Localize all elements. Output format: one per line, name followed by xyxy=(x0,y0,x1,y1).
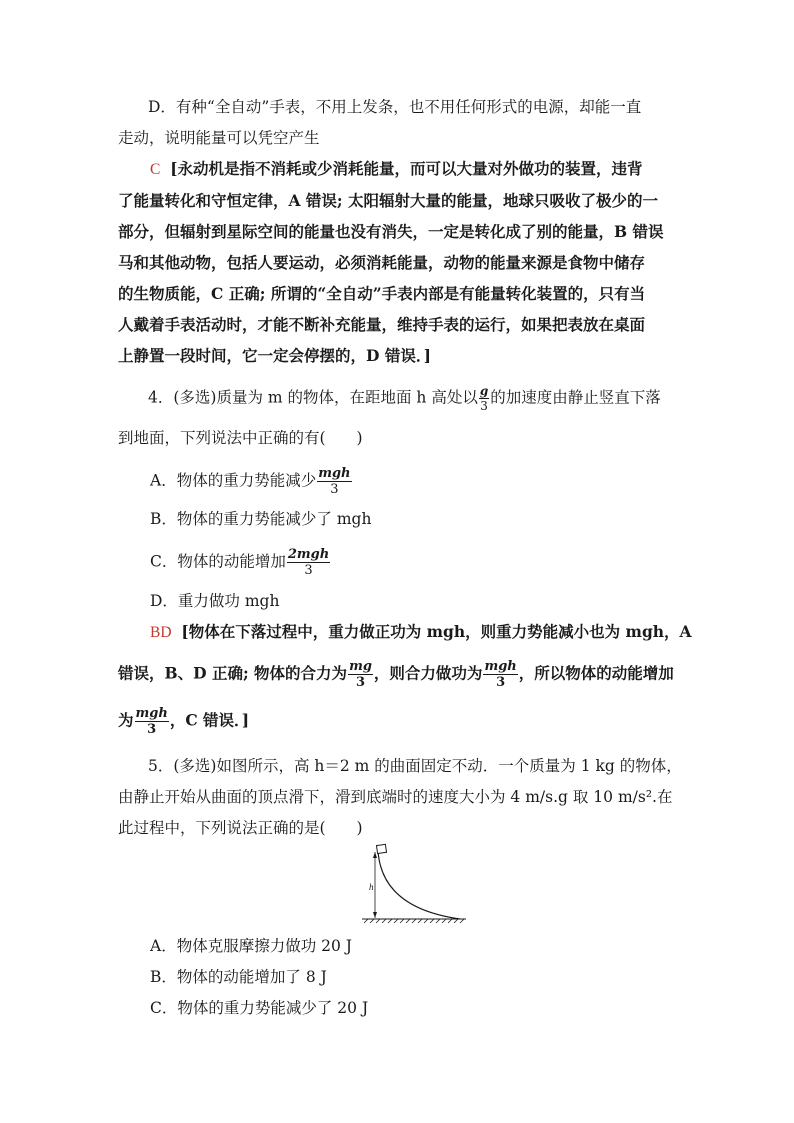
q4-expl-f1-num: mg xyxy=(349,659,372,674)
q3-option-d-line2: 走动，说明能量可以凭空产生 xyxy=(118,129,320,147)
q3-explanation-line1 xyxy=(150,159,643,180)
q4-expl-2c: ，所以物体的动能增加 xyxy=(518,663,674,683)
q4-expl-2b: ，则合力做功为 xyxy=(373,663,483,683)
q4-option-a-num: mgh xyxy=(318,466,351,481)
q4-explanation-line3 xyxy=(118,706,249,737)
q4-expl-f2-den: 3 xyxy=(496,675,506,690)
q4-expl-f3-num: mgh xyxy=(135,706,168,721)
q3-explanation-text1: [永动机是指不消耗或少消耗能量，而可以大量对外做功的装置，违背 xyxy=(170,159,643,178)
q4-expl-fraction2 xyxy=(483,659,517,690)
q3-option-d-line1: D．有种“全自动”手表，不用上发条，也不用任何形式的电源，却能一直 xyxy=(148,98,642,116)
q4-option-d: D．重力做功 mgh xyxy=(150,592,280,610)
q4-option-c xyxy=(150,547,331,578)
q3-explanation-line6: 人戴着手表活动时，才能不断补充能量，维持手表的运行，如果把表放在桌面 xyxy=(118,315,646,334)
q4-expl-3b: ，C 错误．] xyxy=(169,710,250,730)
q4-expl-f2-num: mgh xyxy=(484,659,517,674)
q5-stem-line1: 5．(多选)如图所示，高 h＝2 m 的曲面固定不动．一个质量为 1 kg 的物体， xyxy=(148,757,682,775)
q3-explanation-line2: 了能量转化和守恒定律，A 错误; 太阳辐射大量的能量，地球只吸收了极少的一 xyxy=(118,191,659,210)
q5-option-c: C．物体的重力势能减少了 20 J xyxy=(150,999,369,1017)
q4-stem-a: 4．(多选)质量为 m 的物体，在距地面 h 高处以 xyxy=(148,388,478,407)
q5-stem-line2: 由静止开始从曲面的顶点滑下，滑到底端时的速度大小为 4 m/s.g 取 10 m/s².在 xyxy=(118,788,673,806)
q4-option-a-den: 3 xyxy=(330,482,339,497)
curved-surface-figure xyxy=(356,842,470,928)
q5-stem-line3: 此过程中，下列说法正确的是( ) xyxy=(118,819,363,837)
q3-explanation-line3: 部分，但辐射到星际空间的能量也没有消失，一定是转化成了别的能量，B 错误 xyxy=(118,222,664,241)
q4-expl-2a: 错误，B、D 正确; 物体的合力为 xyxy=(118,663,348,683)
figure-height-label: h xyxy=(369,882,374,892)
q4-stem-b: 的加速度由静止竖直下落 xyxy=(490,388,661,407)
q3-explanation-line4: 马和其他动物，包括人要运动，必须消耗能量，动物的能量来源是食物中储存 xyxy=(118,253,646,272)
q4-option-a xyxy=(150,466,353,497)
q4-option-c-den: 3 xyxy=(304,563,313,578)
q4-option-c-text: C．物体的动能增加 xyxy=(150,552,286,571)
q4-option-a-text: A．物体的重力势能减少 xyxy=(150,471,317,490)
q3-explanation-line7: 上静置一段时间，它一定会停摆的，D 错误．] xyxy=(118,346,431,365)
q5-option-b: B．物体的动能增加了 8 J xyxy=(150,968,327,986)
q4-stem-fraction xyxy=(479,384,489,413)
q4-expl-fraction1 xyxy=(348,659,373,690)
q4-stem-line1 xyxy=(148,384,661,413)
q3-explanation-line5: 的生物质能，C 正确; 所谓的“全自动”手表内部是有能量转化装置的，只有当 xyxy=(118,284,646,303)
q4-option-c-fraction xyxy=(287,547,330,578)
q4-option-c-num: 2mgh xyxy=(287,547,330,562)
q4-expl-f3-den: 3 xyxy=(147,722,157,737)
q4-option-a-fraction xyxy=(317,466,351,497)
q4-explanation-line1 xyxy=(150,622,692,643)
q4-expl-3a: 为 xyxy=(118,710,134,730)
q3-answer: C xyxy=(150,161,161,178)
q4-expl-f1-den: 3 xyxy=(355,675,366,690)
q4-explanation-text1: [物体在下落过程中，重力做正功为 mgh，则重力势能减小也为 mgh，A xyxy=(181,622,692,641)
q4-stem-frac-den: 3 xyxy=(480,399,488,413)
q4-option-b: B．物体的重力势能减少了 mgh xyxy=(150,510,372,528)
q4-answer: BD xyxy=(150,624,172,641)
q4-stem-line2: 到地面，下列说法中正确的有( ) xyxy=(118,429,363,447)
q4-expl-fraction3 xyxy=(135,706,169,737)
q4-stem-frac-num: g xyxy=(479,384,489,398)
q5-option-a: A．物体克服摩擦力做功 20 J xyxy=(150,937,352,955)
q4-explanation-line2 xyxy=(118,659,674,690)
